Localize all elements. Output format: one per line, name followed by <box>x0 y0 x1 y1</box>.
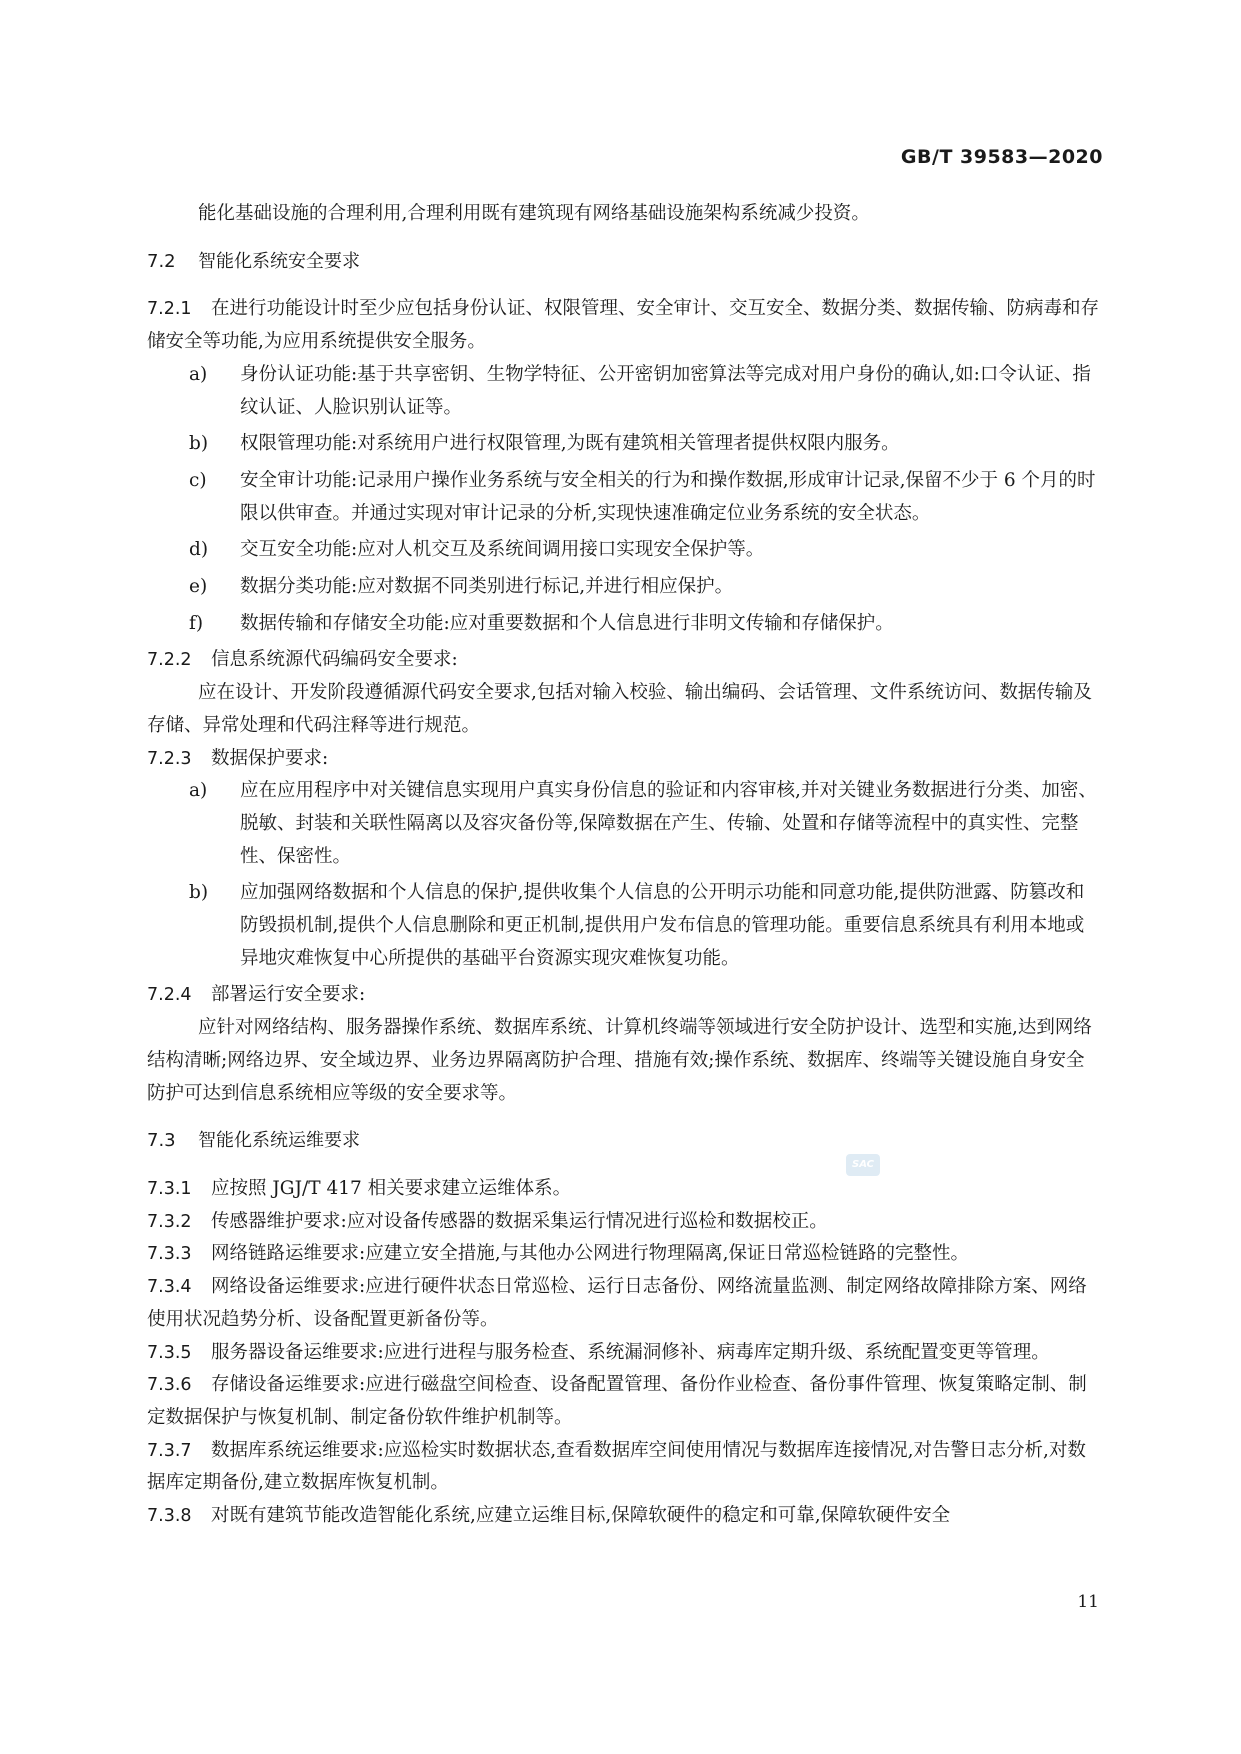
clause-text: 数据库系统运维要求:应巡检实时数据状态,查看数据库空间使用情况与数据库连接情况,对告警日志分析,对数据库定期备份,建立数据库恢复机制。 <box>147 1439 1086 1494</box>
clause-number: 7.2.2 <box>147 650 192 671</box>
clause-7-3-8 <box>147 1500 1102 1533</box>
clause-text: 应按照 JGJ/T 417 相关要求建立运维体系。 <box>211 1177 572 1199</box>
clause-number: 7.3.8 <box>147 1506 192 1527</box>
list-marker: f) <box>189 612 204 634</box>
list-marker: b) <box>189 433 209 455</box>
clause-7-3-7 <box>147 1435 1102 1500</box>
clause-title: 数据保护要求: <box>211 747 329 769</box>
clause-text: 网络链路运维要求:应建立安全措施,与其他办公网进行物理隔离,保证日常巡检链路的完整性。 <box>211 1243 969 1265</box>
clause-number: 7.3.5 <box>147 1342 192 1363</box>
list-text: 权限管理功能:对系统用户进行权限管理,为既有建筑相关管理者提供权限内服务。 <box>240 433 900 455</box>
section-7-2-heading <box>147 246 1102 279</box>
clause-number: 7.3.6 <box>147 1375 192 1396</box>
clause-7-2-1-list <box>147 359 1102 641</box>
clause-number: 7.3.3 <box>147 1244 192 1265</box>
continuation-paragraph: 能化基础设施的合理利用,合理利用既有建筑现有网络基础设施架构系统减少投资。 <box>198 203 870 224</box>
clause-title: 信息系统源代码编码安全要求: <box>211 649 458 671</box>
clause-text: 对既有建筑节能改造智能化系统,应建立运维目标,保障软硬件的稳定和可靠,保障软硬件安全 <box>211 1505 951 1527</box>
clause-number: 7.2.3 <box>147 748 192 769</box>
list-item <box>147 465 1102 530</box>
list-text: 交互安全功能:应对人机交互及系统间调用接口实现安全保护等。 <box>240 539 765 561</box>
clause-7-2-3 <box>147 743 1102 776</box>
list-marker: a) <box>189 363 208 385</box>
list-marker: a) <box>189 780 208 802</box>
list-text: 数据传输和存储安全功能:应对重要数据和个人信息进行非明文传输和存储保护。 <box>240 612 894 634</box>
section-number: 7.2 <box>147 250 176 272</box>
list-item <box>147 608 1102 641</box>
clause-7-3-4 <box>147 1271 1102 1336</box>
clause-7-3-6 <box>147 1369 1102 1434</box>
page-content <box>147 198 1102 1533</box>
section-number: 7.3 <box>147 1130 176 1152</box>
clause-7-2-3-list <box>147 775 1102 975</box>
list-item <box>147 775 1102 873</box>
clause-text: 传感器维护要求:应对设备传感器的数据采集运行情况进行巡检和数据校正。 <box>211 1210 828 1232</box>
clause-text: 在进行功能设计时至少应包括身份认证、权限管理、安全审计、交互安全、数据分类、数据传输、防病毒和存储安全等功能,为应用系统提供安全服务。 <box>147 298 1100 353</box>
sac-watermark-icon: SAC <box>846 1154 880 1176</box>
clause-7-2-4-text: 应针对网络结构、服务器操作系统、数据库系统、计算机终端等领域进行安全防护设计、选型和实施,达到网络结构清晰;网络边界、安全域边界、业务边界隔离防护合理、措施有效;操作系统、数据库、终端等关键设施自身安全防护可达到信息系统相应等级的安全要求等。 <box>147 1017 1092 1104</box>
section-7-3-heading <box>147 1125 1102 1158</box>
clause-7-2-2-text: 应在设计、开发阶段遵循源代码安全要求,包括对输入校验、输出编码、会话管理、文件系统访问、数据传输及存储、异常处理和代码注释等进行规范。 <box>147 682 1092 736</box>
list-marker: d) <box>189 539 209 561</box>
section-title: 智能化系统安全要求 <box>198 250 360 272</box>
list-text: 数据分类功能:应对数据不同类别进行标记,并进行相应保护。 <box>240 576 734 598</box>
clause-number: 7.3.7 <box>147 1440 192 1461</box>
clause-7-2-2 <box>147 644 1102 677</box>
list-marker: b) <box>189 882 209 904</box>
list-item <box>147 428 1102 461</box>
list-item <box>147 877 1102 975</box>
clause-number: 7.3.2 <box>147 1211 192 1232</box>
clause-text: 网络设备运维要求:应进行硬件状态日常巡检、运行日志备份、网络流量监测、制定网络故障排除方案、网络使用状况趋势分析、设备配置更新备份等。 <box>147 1276 1087 1330</box>
list-text: 应在应用程序中对关键信息实现用户真实身份信息的验证和内容审核,并对关键业务数据进行分类、加密、脱敏、封装和关联性隔离以及容灾备份等,保障数据在产生、传输、处置和存储等流程中的真实性、完整性、保密性。 <box>240 780 1097 867</box>
clause-number: 7.2.1 <box>147 299 192 320</box>
list-marker: e) <box>189 576 208 598</box>
list-text: 安全审计功能:记录用户操作业务系统与安全相关的行为和操作数据,形成审计记录,保留不少于 6 个月的时限以供审查。并通过实现对审计记录的分析,实现快速准确定位业务系统的安全状态。 <box>240 469 1096 524</box>
clause-title: 部署运行安全要求: <box>211 984 366 1006</box>
section-title: 智能化系统运维要求 <box>198 1130 360 1152</box>
clause-text: 存储设备运维要求:应进行磁盘空间检查、设备配置管理、备份作业检查、备份事件管理、恢复策略定制、制定数据保护与恢复机制、制定备份软件维护机制等。 <box>147 1374 1087 1428</box>
clause-number: 7.2.4 <box>147 985 192 1006</box>
list-item <box>147 534 1102 567</box>
list-text: 身份认证功能:基于共享密钥、生物学特征、公开密钥加密算法等完成对用户身份的确认,如:口令认证、指纹认证、人脸识别认证等。 <box>240 363 1091 418</box>
clause-7-3-3 <box>147 1238 1102 1271</box>
list-item <box>147 359 1102 424</box>
clause-7-2-1 <box>147 293 1102 358</box>
list-text: 应加强网络数据和个人信息的保护,提供收集个人信息的公开明示功能和同意功能,提供防泄露、防篡改和防毁损机制,提供个人信息删除和更正机制,提供用户发布信息的管理功能。重要信息系统具有利用本地或异地灾难恢复中心所提供的基础平台资源实现灾难恢复功能。 <box>240 882 1085 969</box>
clause-number: 7.3.1 <box>147 1178 192 1199</box>
clause-text: 服务器设备运维要求:应进行进程与服务检查、系统漏洞修补、病毒库定期升级、系统配置变更等管理。 <box>211 1341 1050 1363</box>
list-marker: c) <box>189 469 207 491</box>
page-number: 11 <box>1077 1592 1099 1612</box>
standard-code: GB/T 39583—2020 <box>900 146 1103 168</box>
clause-7-2-4 <box>147 979 1102 1012</box>
clause-7-3-2 <box>147 1206 1102 1239</box>
clause-7-3-1 <box>147 1173 1102 1206</box>
clause-7-3-5 <box>147 1337 1102 1370</box>
list-item <box>147 571 1102 604</box>
clause-number: 7.3.4 <box>147 1277 192 1298</box>
